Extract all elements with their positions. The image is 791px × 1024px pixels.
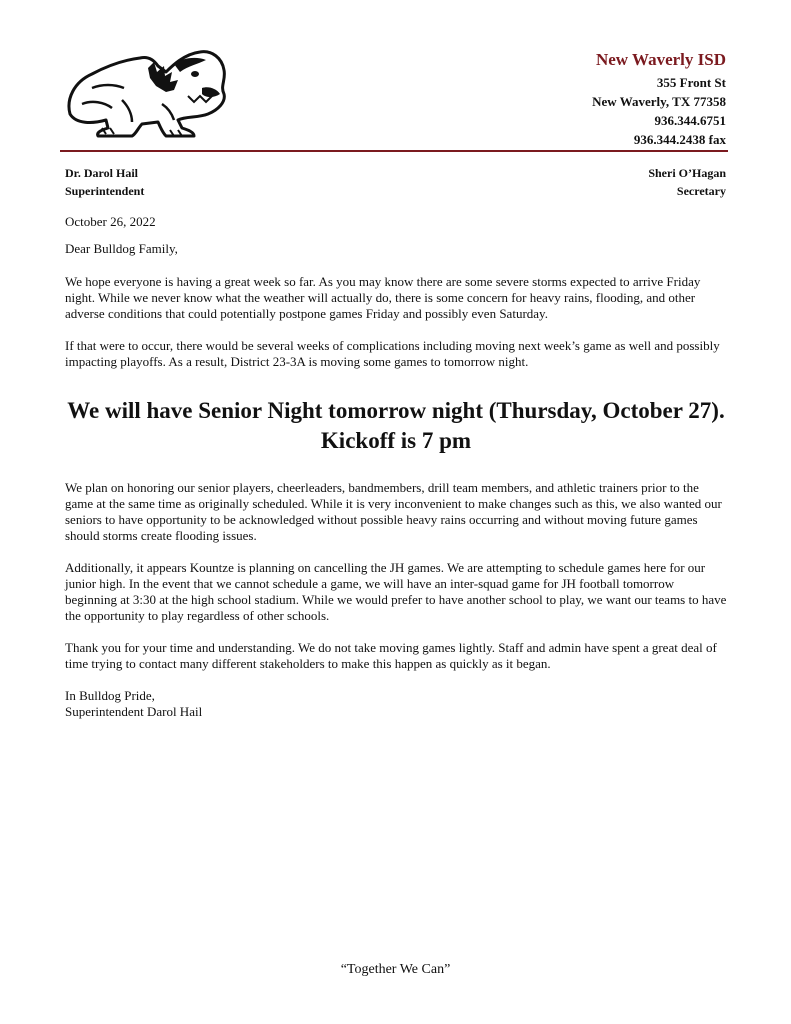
- staff-secretary: [648, 164, 726, 200]
- letterhead-divider: [60, 150, 728, 152]
- paragraph-5: Thank you for your time and understanding. We do not take moving games lightly. Staff and admin have spent a great deal of time trying to contact many different stakeholders to make this happen as quickly as it began.: [65, 640, 717, 671]
- fax-number: 936.344.2438 fax: [633, 132, 726, 147]
- closing: In Bulldog Pride,: [65, 688, 155, 703]
- phone-number: 936.344.6751: [654, 113, 726, 128]
- paragraph-3: We plan on honoring our senior players, cheerleaders, bandmembers, drill team members, and athletic trainers prior to the game at the same time as originally scheduled. While it is very inconvenient to make changes such as this, we also wanted our seniors to have opportunity to be acknowledged without possible heavy rains occurring and without moving future games should storms create flooding issues.: [65, 480, 722, 543]
- secretary-name: Sheri O’Hagan: [648, 166, 726, 180]
- paragraph-2: If that were to occur, there would be several weeks of complications including moving next week’s game as well and possibly impacting playoffs. As a result, District 23-3A is moving some games to tomorrow night.: [65, 338, 720, 369]
- superintendent-name: Dr. Darol Hail: [65, 166, 139, 180]
- salutation: Dear Bulldog Family,: [65, 241, 178, 256]
- address-line-2: New Waverly, TX 77358: [592, 94, 726, 109]
- paragraph-1: We hope everyone is having a great week so far. As you may know there are some severe storms expected to arrive Friday night. While we never know what the weather will actually do, there is some concern for heavy rains, flooding, and other adverse conditions that could potentially postpone games Friday and possibly even Saturday.: [65, 274, 701, 321]
- bulldog-mascot-icon: [62, 44, 232, 140]
- org-name: New Waverly ISD: [595, 50, 726, 69]
- paragraph-4: Additionally, it appears Kountze is planning on cancelling the JH games. We are attempting to schedule games here for our junior high. In the event that we cannot schedule a game, we will have an inter-squad game for JH football tomorrow beginning at 3:30 at the high school stadium. While we would prefer to have another school to play, we want our teams to have the opportunity to play regardless of other schools.: [65, 560, 727, 623]
- senior-night-headline: We will have Senior Night tomorrow night (Thursday, October 27). Kickoff is 7 pm: [67, 398, 725, 453]
- letterhead-contact: [592, 50, 726, 149]
- letter-date: October 26, 2022: [65, 214, 156, 229]
- superintendent-title: Superintendent: [65, 184, 145, 198]
- secretary-title: Secretary: [676, 184, 726, 198]
- address-line-1: 355 Front St: [656, 75, 726, 90]
- letter-body: [65, 214, 727, 720]
- staff-superintendent: [65, 164, 144, 200]
- signature: Superintendent Darol Hail: [65, 704, 203, 719]
- footer-motto: “Together We Can”: [340, 962, 451, 977]
